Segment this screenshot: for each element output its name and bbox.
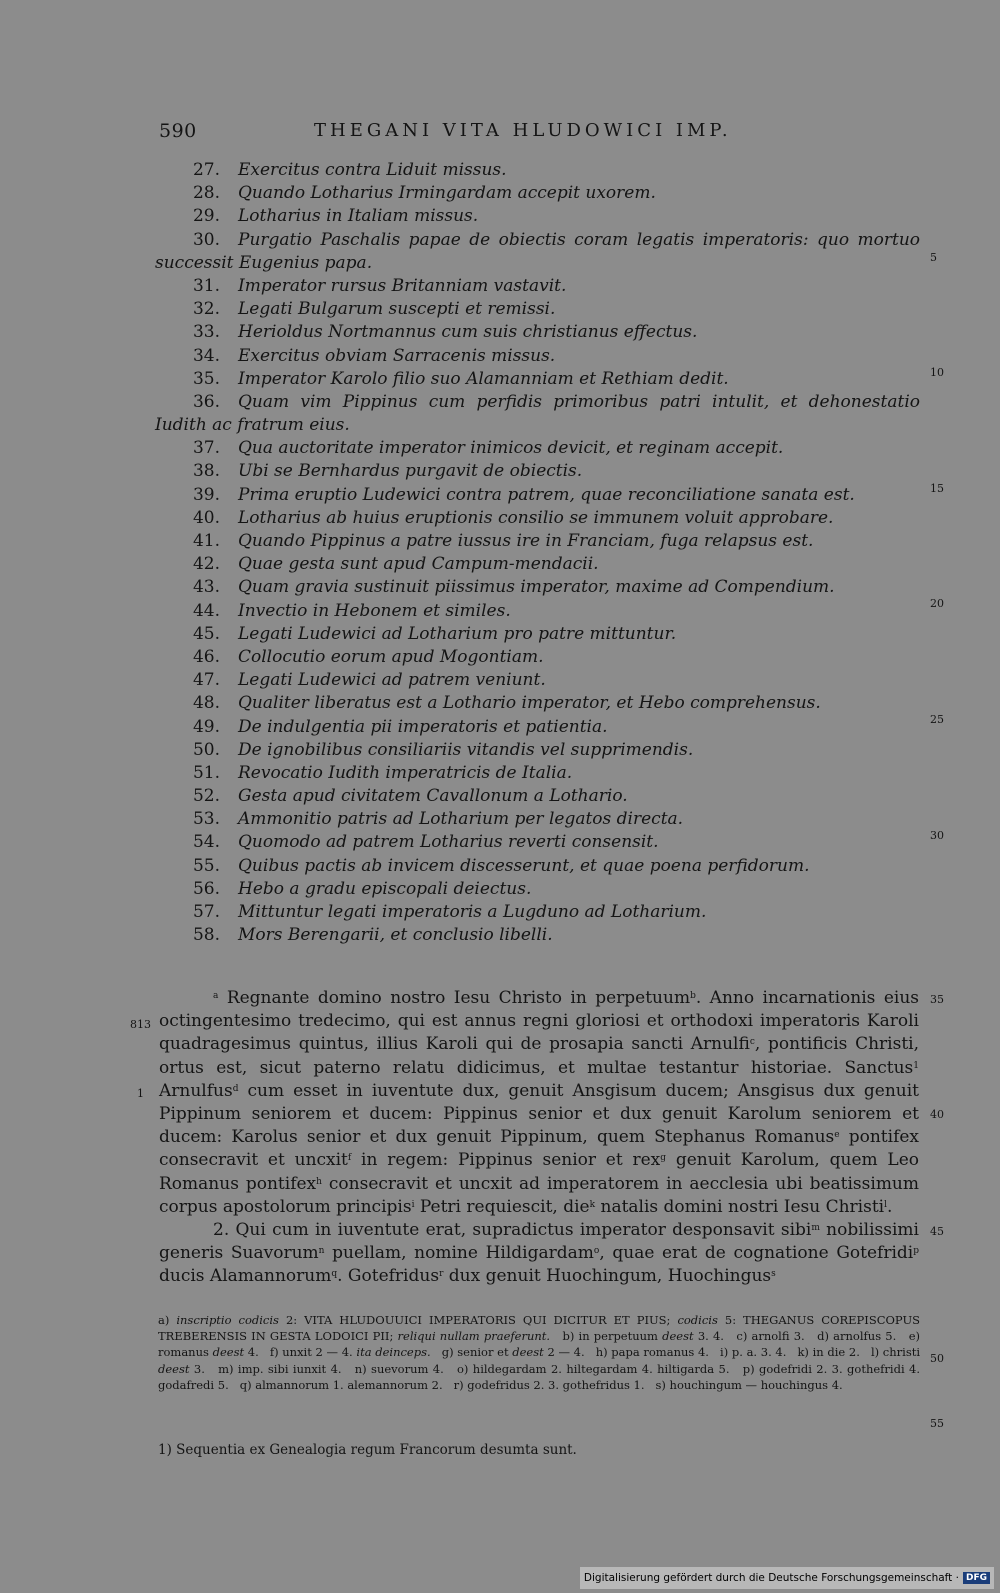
chapter-item [155,391,920,437]
chapter-number: 47. [192,670,220,691]
chapter-item [155,831,920,854]
paragraph-1 [159,987,919,1219]
chapter-title: Exercitus obviam Sarracenis missus. [238,345,556,366]
chapter-item [155,460,920,483]
chapter-number: 44. [192,600,220,621]
text: . Gotefridus [337,1266,440,1287]
chapter-item [155,437,920,460]
note-italic: reliqui nullam praeferunt. [397,1329,551,1344]
note-mark: o [593,1246,600,1257]
paragraph-2 [159,1219,919,1289]
chapter-title: Quae gesta sunt apud Campum-mendacii. [238,554,599,575]
chapter-item [155,600,920,623]
note-mark: e [834,1130,840,1141]
chapter-number: 41. [192,531,220,552]
note-italic: deest [212,1345,245,1360]
chapter-item [155,924,920,947]
note-text: 2 — 4. [547,1345,585,1360]
chapter-title: Legati Ludewici ad patrem veniunt. [238,670,546,691]
chapter-title: Herioldus Nortmannus cum suis christianus effectus. [238,322,698,343]
chapter-number: 51. [192,762,220,783]
chapter-item [155,484,920,507]
note-mark: l [884,1199,887,1210]
chapter-title: Collocutio eorum apud Mogontiam. [238,646,544,667]
note-text: q) almannorum 1. alemannorum 2. [239,1377,443,1392]
chapter-number: 55. [192,855,220,876]
note-mark: m [811,1223,820,1234]
dfg-credit [580,1567,994,1589]
text: , pontificis Christi, ortus est, sicut paterno relatu didicimus, et multae testantur historiae. Sanctus [159,1034,919,1078]
dfg-logo-icon: DFG [963,1572,990,1584]
chapter-item [155,368,920,391]
note-italic: deest [158,1361,190,1376]
chapter-number: 31. [192,275,220,296]
footnote: 1) Sequentia ex Genealogia regum Francorum desumta sunt. [158,1442,577,1458]
text: . [886,1196,893,1217]
chapter-item [155,275,920,298]
note-text: 3. 4. [697,1329,724,1344]
chapter-item [155,762,920,785]
chapter-number: 58. [192,925,220,946]
text: in regem: Pippinus senior et rex [361,1150,661,1171]
chapter-number: 28. [192,183,220,204]
note-italic: ita deinceps. [356,1345,431,1360]
chapter-title: Revocatio Iudith imperatricis de Italia. [238,762,573,783]
chapter-item [155,646,920,669]
line-number: 10 [930,366,944,379]
running-title: THEGANI VITA HLUDOWICI IMP. [314,120,732,141]
chapter-title: Legati Ludewici ad Lotharium pro patre mittuntur. [238,623,677,644]
chapter-number: 52. [192,786,220,807]
chapter-number: 39. [192,484,220,505]
text: puellam, nomine Hildigardam [332,1243,594,1264]
chapter-number: 53. [192,809,220,830]
text: nobilissimi generis Suavorum [159,1220,919,1264]
chapter-title: Quam gravia sustinuit piissimus imperator, maxime ad Compendium. [238,577,835,598]
chapter-item [155,229,920,275]
chapter-number: 33. [192,322,220,343]
text: . Anno incarnationis eius octingentesimo tredecimo, qui est annus regni gloriosi et orthodoxi imperatoris Karoli quadragesimus quintus, illius Karoli qui de prosapia sancti Arnulfi [159,988,920,1055]
note-label: a) [158,1313,170,1327]
chapter-item [155,182,920,205]
chapter-item [155,345,920,368]
chapter-title: Lotharius ab huius eruptionis consilio se immunem voluit approbare. [238,507,834,528]
note-text: g) senior et [441,1345,509,1360]
chapter-title: Quam vim Pippinus cum perfidis primoribus patri intulit, et dehonestatio Iudith ac fratrum eius. [155,391,920,436]
chapter-title: Mors Berengarii, et conclusio libelli. [238,925,553,946]
text: genuit Karolum, quem Leo Romanus pontifex [159,1150,920,1194]
text: 2. Qui cum in iuventute erat, supradictus imperator desponsavit sibi [213,1220,812,1241]
note-text: k) in die 2. [797,1345,860,1360]
chapter-number: 37. [192,438,220,459]
note-mark: k [589,1199,596,1210]
note-mark: b [690,991,696,1001]
note-text: o) hildegardam 2. hiltegardam 4. hiltigarda 5. [456,1361,730,1376]
text: Regnante domino nostro Iesu Christo in perpetuum [226,988,691,1008]
note-mark: s [771,1269,776,1280]
note-text: 2: VITA HLUDOUUICI IMPERATORIS QUI DICITUR ET PIUS; [285,1313,671,1327]
chapter-item [155,159,920,182]
note-mark: p [913,1246,919,1257]
chapter-item [155,669,920,692]
chapter-item [155,507,920,530]
note-text: 4. [247,1345,259,1360]
line-number: 25 [930,713,944,726]
note-mark: g [660,1153,667,1164]
note-text: f) unxit 2 — 4. [269,1345,353,1360]
margin-reference: 1 [137,1087,144,1100]
chapter-number: 38. [192,461,220,482]
note-text: s) houchingum — houchingus 4. [655,1377,843,1392]
chapter-title: Qualiter liberatus est a Lothario imperator, et Hebo comprehensus. [238,693,821,714]
chapter-item [155,878,920,901]
chapter-title: Hebo a gradu episcopali deiectus. [238,878,532,899]
chapter-number: 48. [192,693,220,714]
chapter-number: 30. [192,229,220,250]
text: Petri requiescit, die [419,1196,590,1217]
chapter-number: 49. [192,716,220,737]
line-number: 5 [930,251,937,264]
note-mark: i [411,1199,415,1210]
note-text: b) in perpetuum [562,1329,658,1344]
note-text: c) arnolfi 3. [736,1329,805,1344]
chapter-title: Ammonitio patris ad Lotharium per legatos directa. [238,809,684,830]
chapter-title: Legati Bulgarum suscepti et remissi. [238,299,556,320]
chapter-item [155,321,920,344]
chapter-item [155,855,920,878]
note-text: d) arnolfus 5. [817,1329,897,1344]
chapter-item [155,530,920,553]
chapter-number: 34. [192,345,220,366]
chapter-number: 50. [192,739,220,760]
line-number: 15 [930,482,944,495]
note-mark: a [213,991,219,1001]
variant-notes [158,1312,920,1393]
chapter-title: De indulgentia pii imperatoris et patientia. [238,716,608,737]
chapter-number: 29. [192,206,220,227]
chapter-title: Mittuntur legati imperatoris a Lugduno ad Lotharium. [238,902,707,923]
chapter-number: 43. [192,577,220,598]
text: consecravit et uncxit ad imperatorem in aecclesia ubi beatissimum corpus apostolorum principis [159,1173,920,1217]
line-number: 40 [930,1108,944,1121]
chapter-title: Prima eruptio Ludewici contra patrem, quae reconciliatione sanata est. [238,484,855,505]
text: dux genuit Huochingum, Huochingus [448,1266,772,1287]
note-mark: c [749,1037,755,1048]
note-text: h) papa romanus 4. [595,1345,709,1360]
chapter-item [155,553,920,576]
note-mark: 1 [913,1060,919,1071]
chapter-list [155,159,920,947]
chapter-title: Quibus pactis ab invicem discesserunt, et quae poena perfidorum. [238,855,810,876]
note-text: i) p. a. 3. 4. [720,1345,787,1360]
note-text: l) christi [870,1345,921,1360]
chapter-number: 32. [192,299,220,320]
main-text [159,987,919,1289]
chapter-number: 46. [192,646,220,667]
note-italic: deest [512,1345,544,1360]
chapter-item [155,808,920,831]
chapter-title: Quomodo ad patrem Lotharius reverti consensit. [238,832,659,853]
note-mark: d [232,1083,239,1094]
line-number: 50 [930,1352,944,1365]
note-text: 5: THEGANUS COREPISCOPUS TREBERENSIS IN GESTA LODOICI PII; [158,1313,921,1344]
note-text: p) godefridi 2. 3. gothefridi 4. godafredi 5. [158,1361,920,1392]
margin-year: 813 [130,1018,151,1031]
chapter-title: Exercitus contra Liduit missus. [238,160,507,180]
chapter-item [155,785,920,808]
chapter-item [155,576,920,599]
note-mark: f [347,1153,352,1164]
dfg-credit-text: Digitalisierung gefördert durch die Deutsche Forschungsgemeinschaft · [583,1572,959,1584]
note-text: 3. [193,1361,205,1376]
line-number: 20 [930,597,944,610]
note-text: e) romanus [158,1329,921,1360]
chapter-number: 57. [192,902,220,923]
note-text: m) imp. sibi iunxit 4. [218,1361,342,1376]
chapter-title: Qua auctoritate imperator inimicos devicit, et reginam accepit. [238,438,784,459]
chapter-title: De ignobilibus consiliariis vitandis vel supprimendis. [238,739,694,760]
chapter-title: Gesta apud civitatem Cavallonum a Lothario. [238,786,628,807]
chapter-item [155,692,920,715]
chapter-title: Imperator rursus Britanniam vastavit. [238,275,567,296]
chapter-number: 42. [192,554,220,575]
page-number: 590 [159,120,197,142]
note-mark: h [316,1176,322,1187]
chapter-title: Quando Lotharius Irmingardam accepit uxorem. [238,183,656,204]
chapter-number: 36. [192,391,220,412]
text: Arnulfus [159,1080,233,1101]
text: cum esset in iuventute dux, genuit Ansgisum ducem; Ansgisus dux genuit Pippinum seniorem et ducem: Pippinus senior et dux genuit Karolum seniorem et ducem: Karolus senior et dux genuit Pippinum, quem Stephanus Romanus [159,1080,919,1148]
note-italic: inscriptio codicis [176,1313,279,1327]
chapter-item [155,739,920,762]
chapter-number: 45. [192,623,220,644]
chapter-number: 35. [192,368,220,389]
chapter-number: 40. [192,507,220,528]
note-mark: r [439,1269,444,1280]
line-number: 55 [930,1417,944,1430]
chapter-item [155,623,920,646]
chapter-item [155,716,920,739]
chapter-item [155,298,920,321]
text: , quae erat de cognatione Gotefridi [599,1243,914,1264]
chapter-title: Imperator Karolo filio suo Alamanniam et Rethiam dedit. [238,368,729,389]
note-text: n) suevorum 4. [354,1361,444,1376]
text: pontifex consecravit et uncxit [159,1127,920,1171]
chapter-number: 27. [192,160,220,180]
note-italic: codicis [677,1313,718,1327]
page-header [159,120,759,146]
text: natalis domini nostri Iesu Christi [600,1196,885,1217]
note-mark: q [331,1269,338,1280]
line-number: 30 [930,829,944,842]
line-number: 45 [930,1225,944,1238]
note-mark: n [318,1246,325,1257]
text: ducis Alamannorum [159,1266,332,1287]
chapter-title: Quando Pippinus a patre iussus ire in Franciam, fuga relapsus est. [238,531,814,552]
chapter-title: Purgatio Paschalis papae de obiectis coram legatis imperatoris: quo mortuo successit Eugenius papa. [155,229,920,273]
note-italic: deest [662,1329,694,1344]
chapter-item [155,205,920,228]
chapter-title: Invectio in Hebonem et similes. [238,600,511,621]
chapter-title: Ubi se Bernhardus purgavit de obiectis. [238,461,583,482]
note-text: r) godefridus 2. 3. gothefridus 1. [453,1377,645,1392]
chapter-number: 56. [192,878,220,899]
chapter-item [155,901,920,924]
chapter-number: 54. [192,832,220,853]
chapter-title: Lotharius in Italiam missus. [238,206,479,227]
line-number: 35 [930,993,944,1006]
